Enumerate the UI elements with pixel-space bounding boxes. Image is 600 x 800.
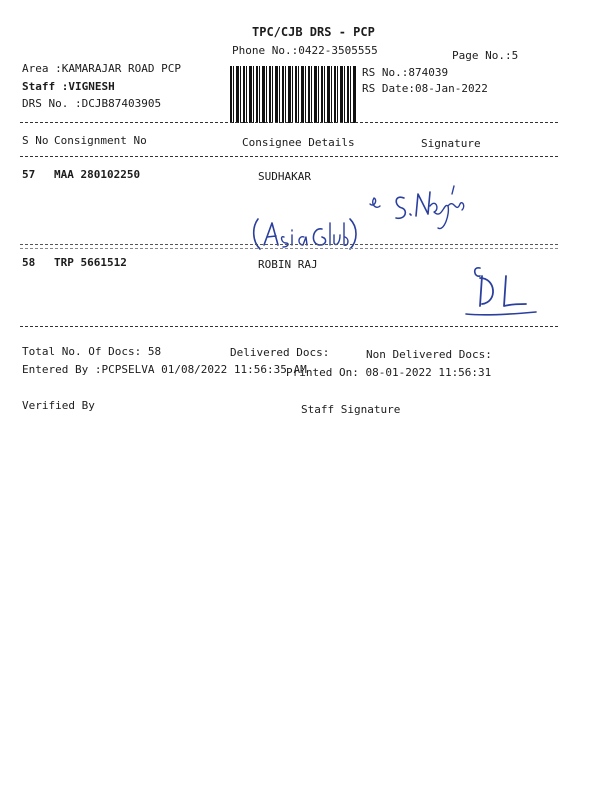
rs-date: RS Date:08-Jan-2022 (362, 82, 488, 95)
total-docs: Total No. Of Docs: 58 (22, 345, 162, 358)
divider (20, 326, 558, 327)
divider (20, 248, 558, 249)
row-57-consignee: SUDHAKAR (258, 170, 311, 183)
page-number: Page No.:5 (452, 49, 519, 62)
verified-by: Verified By (22, 399, 95, 412)
row-58-consignment: TRP 5661512 (54, 256, 127, 269)
divider (20, 122, 558, 123)
handwritten-note-asia-global (250, 215, 360, 255)
delivered-docs: Delivered Docs: (230, 346, 330, 359)
drs-number: DRS No. :DCJB87403905 (22, 97, 162, 110)
row-58-consignee: ROBIN RAJ (258, 258, 318, 271)
report-title: TPC/CJB DRS - PCP (252, 25, 375, 39)
column-header-consignment: Consignment No (54, 134, 147, 147)
divider (20, 244, 558, 245)
row-57-sno: 57 (22, 168, 36, 181)
entered-by: Entered By :PCPSELVA 01/08/2022 11:56:35 AM (22, 363, 307, 376)
printed-on: Printed On: 08-01-2022 11:56:31 (286, 366, 492, 379)
area-label: Area :KAMARAJAR ROAD PCP (22, 62, 181, 75)
row-57-consignment: MAA 280102250 (54, 168, 141, 181)
column-header-signature: Signature (421, 137, 481, 150)
column-header-consignee: Consignee Details (242, 136, 355, 149)
divider (20, 156, 558, 157)
phone-number: Phone No.:0422-3505555 (232, 44, 378, 57)
column-header-sno: S No (22, 134, 49, 147)
signature-row-58 (462, 262, 542, 324)
non-delivered-docs: Non Delivered Docs: (366, 348, 492, 361)
row-58-sno: 58 (22, 256, 36, 269)
signature-row-57 (364, 180, 474, 240)
staff-signature-label: Staff Signature (301, 403, 401, 416)
barcode (230, 66, 357, 123)
staff-label: Staff :VIGNESH (22, 80, 115, 93)
rs-number: RS No.:874039 (362, 66, 449, 79)
